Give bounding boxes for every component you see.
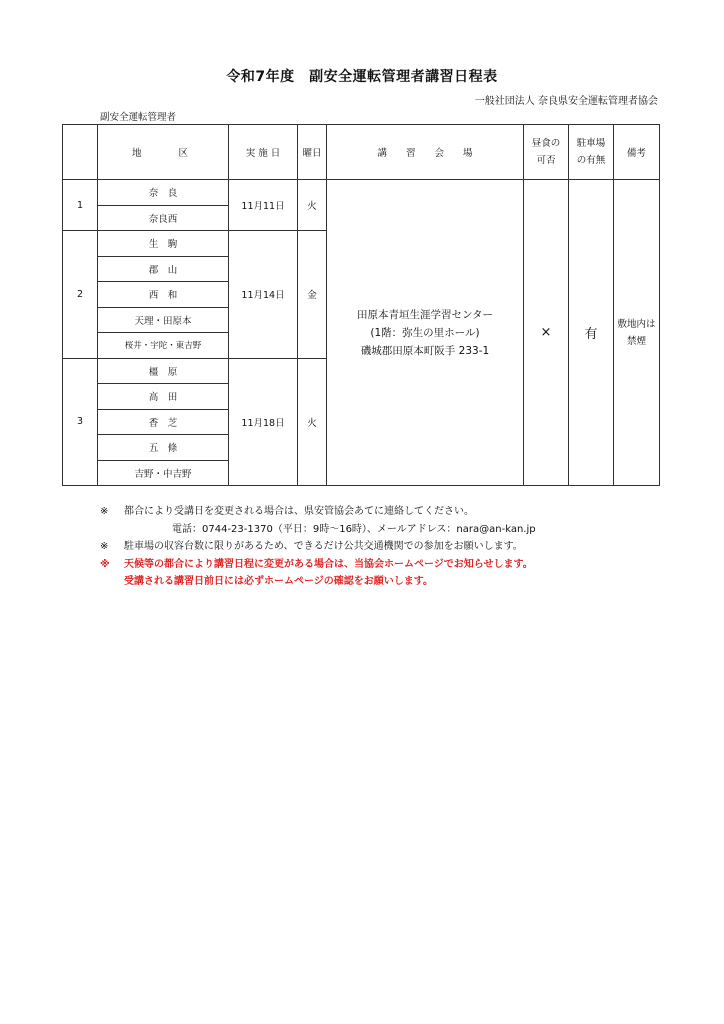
group-number: 2 — [63, 231, 98, 359]
area-cell: 橿 原 — [98, 358, 229, 384]
organization-name: 一般社団法人 奈良県安全運転管理者協会 — [474, 96, 658, 107]
header-lunch — [524, 125, 569, 180]
weekday-cell: 火 — [298, 358, 327, 486]
warning-note — [100, 573, 680, 591]
group-number: 1 — [63, 180, 98, 231]
date-cell: 11月14日 — [229, 231, 298, 359]
notes-section — [100, 503, 680, 591]
venue-cell — [327, 180, 524, 486]
date-cell: 11月11日 — [229, 180, 298, 231]
reference-mark-icon: ※ — [100, 541, 109, 552]
header-venue: 講 習 会 場 — [327, 125, 524, 180]
group-number: 3 — [63, 358, 98, 486]
header-lunch-line2: 可否 — [536, 155, 556, 166]
venue-address: 磯城郡田原本町阪手 233-1 — [360, 344, 490, 357]
weekday-cell: 火 — [298, 180, 327, 231]
remarks-line1: 敷地内は — [617, 318, 656, 330]
venue-name: 田原本青垣生涯学習センター — [356, 308, 494, 321]
parking-cell: 有 — [569, 180, 614, 486]
table-row — [63, 180, 660, 206]
page-title: 令和7年度 副安全運転管理者講習日程表 — [226, 69, 498, 85]
remarks-line2: 禁煙 — [626, 335, 646, 347]
date-cell: 11月18日 — [229, 358, 298, 486]
header-date: 実 施 日 — [229, 125, 298, 180]
header-no — [63, 125, 98, 180]
warning-note — [100, 556, 680, 574]
area-cell: 天理・田原本 — [98, 307, 229, 333]
reference-mark-icon: ※ — [100, 506, 109, 517]
header-parking-line1: 駐車場 — [576, 138, 606, 149]
area-cell: 奈 良 — [98, 180, 229, 206]
area-cell: 郡 山 — [98, 256, 229, 282]
warning-text: 受講される講習日前日には必ずホームページの確認をお願いします。 — [124, 576, 433, 587]
header-weekday: 曜日 — [298, 125, 327, 180]
warning-text: 天候等の都合により講習日程に変更がある場合は、当協会ホームページでお知らせします。 — [124, 558, 533, 570]
note-item — [100, 538, 680, 556]
note-item — [100, 503, 680, 521]
header-parking — [569, 125, 614, 180]
area-cell: 吉野・中吉野 — [98, 460, 229, 486]
area-cell: 西 和 — [98, 282, 229, 308]
schedule-table — [62, 124, 660, 486]
reference-mark-icon: ※ — [100, 558, 110, 570]
remarks-cell — [614, 180, 660, 486]
area-cell: 桜井・宇陀・東吉野 — [98, 333, 229, 359]
area-cell: 生 駒 — [98, 231, 229, 257]
note-text: 都合により受講日を変更される場合は、県安管協会あてに連絡してください。 — [124, 506, 474, 517]
header-area: 地 区 — [98, 125, 229, 180]
header-lunch-line1: 昼食の — [531, 138, 561, 149]
table-caption: 副安全運転管理者 — [100, 112, 177, 123]
lunch-cell: × — [524, 180, 569, 486]
note-text: 駐車場の収容台数に限りがあるため、できるだけ公共交通機関での参加をお願いします。 — [124, 541, 523, 552]
header-parking-line2: の有無 — [576, 155, 606, 166]
weekday-cell: 金 — [298, 231, 327, 359]
note-contact-text: 電話：0744-23-1370（平日：9時～16時）、メールアドレス：nara@an-kan.jp — [172, 523, 536, 535]
area-cell: 五 條 — [98, 435, 229, 461]
header-remarks: 備考 — [614, 125, 660, 180]
area-cell: 高 田 — [98, 384, 229, 410]
area-cell: 奈良西 — [98, 205, 229, 231]
area-cell: 香 芝 — [98, 409, 229, 435]
note-item — [100, 521, 680, 539]
header-row — [63, 125, 660, 180]
venue-hall: (1階：弥生の里ホール) — [370, 326, 480, 339]
